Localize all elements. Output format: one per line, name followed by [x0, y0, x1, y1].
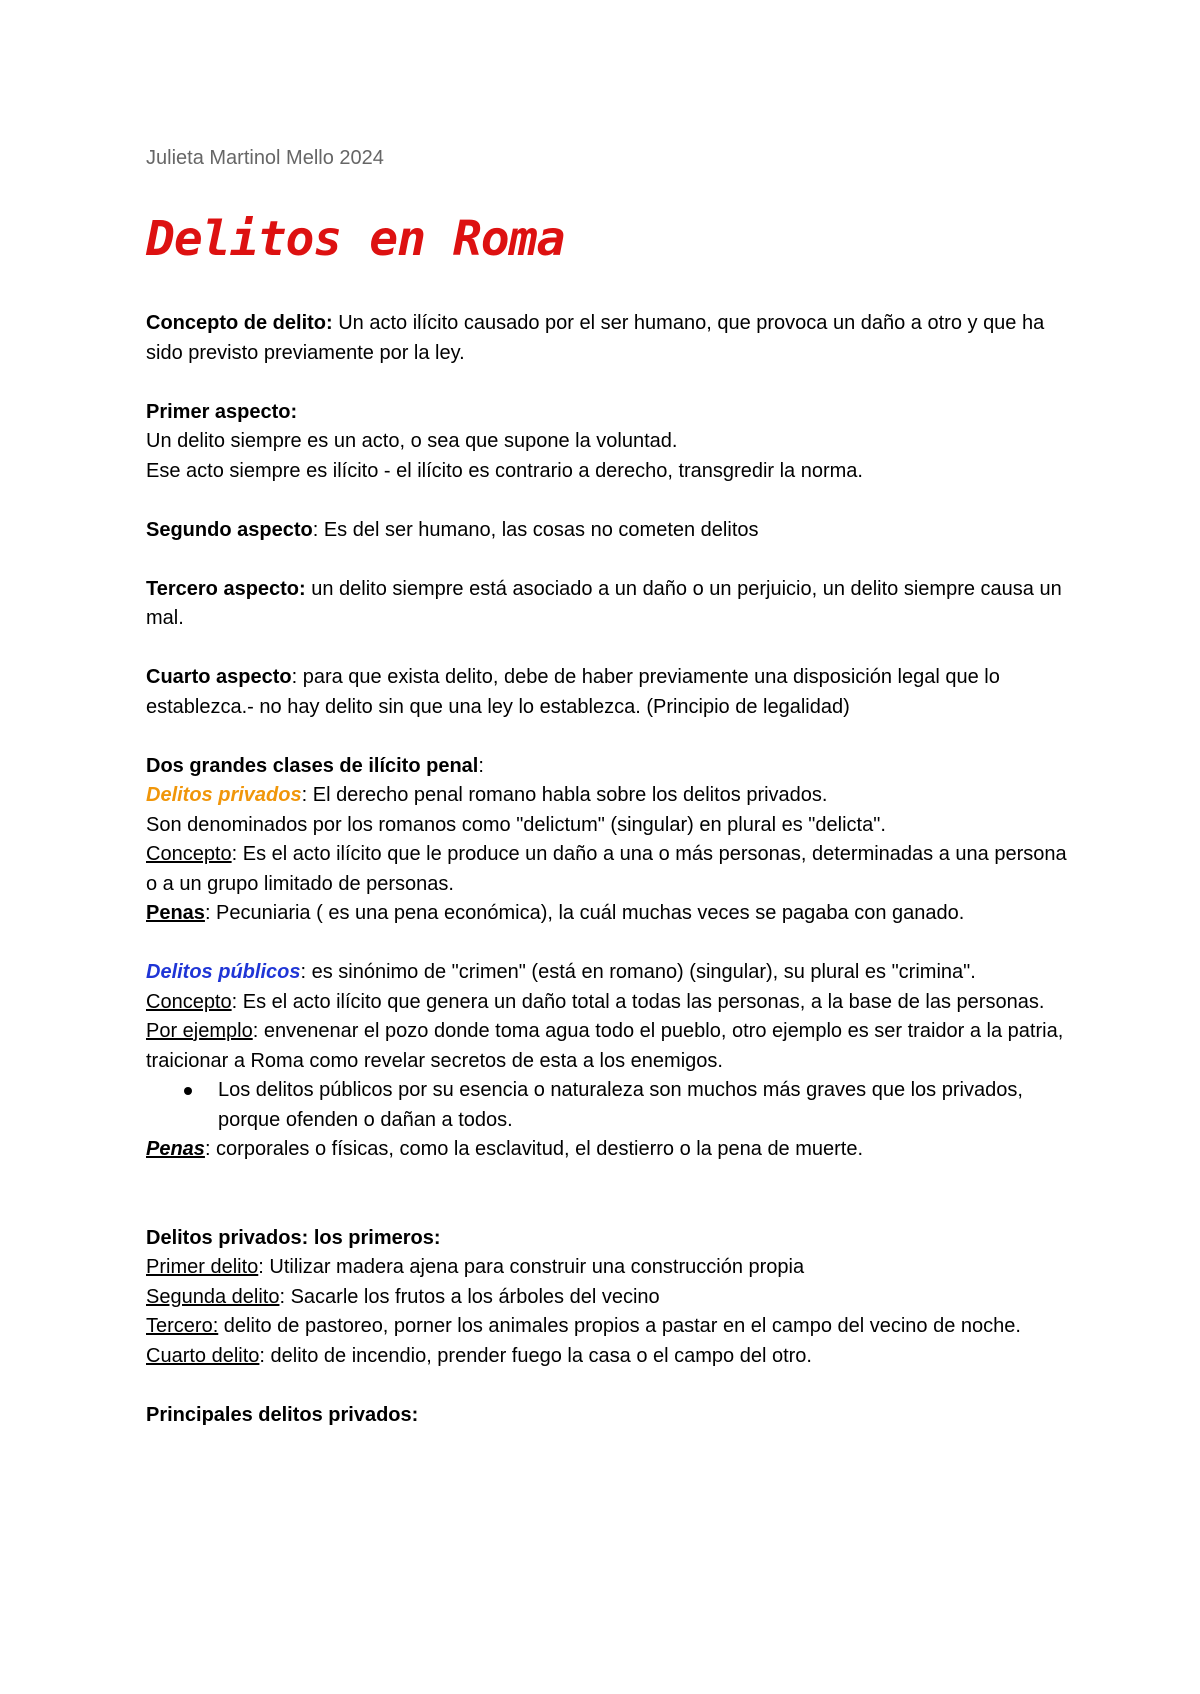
paragraph-concepto: [146, 309, 1076, 368]
privados-penas: Penas: Pecuniaria ( es una pena económica), la cuál muchas veces se pagaba con ganado.: [146, 902, 965, 924]
primeros-item-1: Primer delito: Utilizar madera ajena para construir una construcción propia: [146, 1256, 805, 1278]
primer-aspecto-line-2: Ese acto siempre es ilícito - el ilícito es contrario a derecho, transgredir la norma.: [146, 459, 863, 482]
primeros-item-2: Segunda delito: Sacarle los frutos a los árboles del vecino: [146, 1285, 660, 1308]
tercero-text: un delito siempre está asociado a un daño o un perjuicio, un delito siempre causa un mal.: [146, 577, 1062, 629]
publicos-penas: Penas: corporales o físicas, como la esclavitud, el destierro o la pena de muerte.: [146, 1138, 864, 1160]
paragraph-cuarto: [146, 663, 1076, 722]
publicos-label: Delitos públicos: [146, 961, 301, 983]
principales-heading: Principales delitos privados:: [146, 1403, 419, 1426]
primeros-item-3: Tercero: delito de pastoreo, porner los animales propios a pastar en el campo del vecino de noche.: [146, 1315, 1021, 1337]
primer-aspecto-heading: Primer aspecto:: [146, 400, 298, 423]
publicos-line: Delitos públicos: es sinónimo de "crimen" (está en romano) (singular), su plural es "crimina".: [146, 961, 976, 983]
clases-heading: Dos grandes clases de ilícito penal:: [146, 754, 484, 777]
segundo-text: : Es del ser humano, las cosas no cometen delitos: [312, 518, 759, 541]
paragraph-segundo: [146, 516, 1076, 546]
publicos-concepto: Concepto: Es el acto ilícito que genera un daño total a todas las personas, a la base de las personas. Por ejemplo: envenenar el pozo donde toma agua todo el pueblo, otro ejemplo es ser traidor a la patria, traicionar a Roma como revelar secretos de esta a los enemigos.: [146, 990, 1064, 1072]
cuarto-text: : para que exista delito, debe de haber previamente una disposición legal que lo establezca.- no hay delito sin que una ley lo establezca. (Principio de legalidad): [146, 666, 1000, 718]
segundo-label: Segundo aspecto: [146, 518, 313, 541]
document-title: Delitos en Roma: [146, 211, 565, 267]
concepto-text: Un acto ilícito causado por el ser humano, que provoca un daño a otro y que ha sido previsto previamente por la ley.: [146, 312, 1045, 364]
primeros-item-4: Cuarto delito: delito de incendio, prender fuego la casa o el campo del otro.: [146, 1344, 812, 1367]
concepto-label: Concepto de delito:: [146, 312, 333, 334]
cuarto-label: Cuarto aspecto: [146, 666, 292, 688]
document-content: [146, 144, 1076, 1430]
primeros-heading: Delitos privados: los primeros:: [146, 1226, 441, 1249]
privados-concepto: Concepto: Es el acto ilícito que le produce un daño a una o más personas, determinadas a una persona o a un grupo limitado de personas.: [146, 843, 1067, 895]
privados-line: Delitos privados: El derecho penal romano habla sobre los delitos privados.: [146, 784, 828, 806]
privados-label: Delitos privados: [146, 784, 302, 806]
paragraph-tercero: [146, 575, 1076, 634]
author-line: Julieta Martinol Mello 2024: [146, 147, 384, 169]
primer-aspecto-line-1: Un delito siempre es un acto, o sea que supone la voluntad.: [146, 430, 678, 452]
publicos-bullet-list: [146, 1076, 1076, 1135]
privados-line-2: Son denominados por los romanos como "delictum" (singular) en plural es "delicta".: [146, 813, 886, 836]
list-item: Los delitos públicos por su esencia o naturaleza son muchos más graves que los privados, porque ofenden o dañan a todos.: [218, 1076, 1076, 1135]
tercero-label: Tercero aspecto:: [146, 577, 306, 600]
